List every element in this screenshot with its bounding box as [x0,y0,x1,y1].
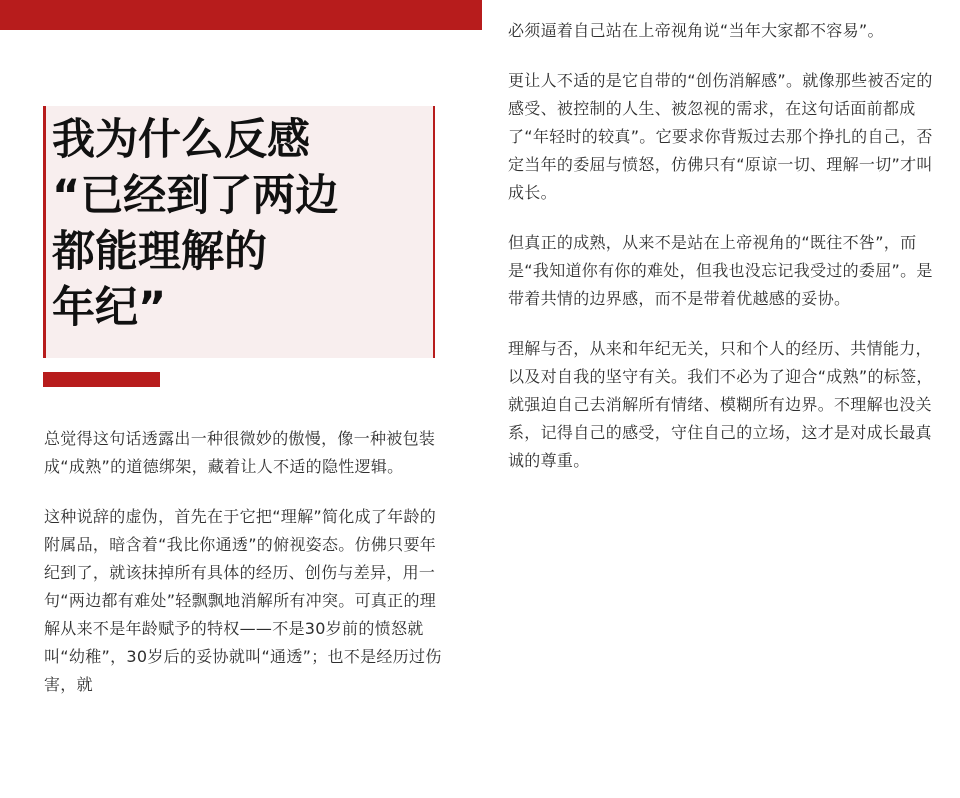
paragraph: 但真正的成熟，从来不是站在上帝视角的“既往不咎”，而是“我知道你有你的难处，但我也没忘记我受过的委屈”。是带着共情的边界感，而不是带着优越感的妥协。 [508,233,933,308]
paragraph: 这种说辞的虚伪，首先在于它把“理解”简化成了年龄的附属品，暗含着“我比你通透”的俯视姿态。仿佛只要年纪到了，就该抹掉所有具体的经历、创伤与差异，用一句“两边都有难处”轻飘飘地消解所有冲突。可真正的理解从来不是年龄赋予的特权——不是30岁前的愤怒就叫“幼稚”，30岁后的妥协就叫“通透”；也不是经历过伤害，就 [44,507,442,694]
title-line: “已经到了两边 [52,171,339,221]
top-accent-bar [0,0,482,30]
paragraph: 更让人不适的是它自带的“创伤消解感”。就像那些被否定的感受、被控制的人生、被忽视的需求，在这句话面前都成了“年轻时的较真”。它要求你背叛过去那个挣扎的自己，否定当年的委屈与愤怒，仿佛只有“原谅一切、理解一切”才叫成长。 [508,71,933,202]
title-line: 我为什么反感 [52,115,310,165]
title-underline-bar [43,372,160,387]
paragraph: 必须逼着自己站在上帝视角说“当年大家都不容易”。 [508,21,884,40]
left-column [44,425,444,721]
right-column [508,17,938,497]
title-line: 年纪” [52,283,167,333]
title-line: 都能理解的 [52,227,267,277]
article-title [52,112,442,336]
paragraph: 总觉得这句话透露出一种很微妙的傲慢，像一种被包装成“成熟”的道德绑架，藏着让人不适的隐性逻辑。 [44,429,436,476]
paragraph: 理解与否，从来和年纪无关，只和个人的经历、共情能力，以及对自我的坚守有关。我们不必为了迎合“成熟”的标签，就强迫自己去消解所有情绪、模糊所有边界。不理解也没关系，记得自己的感受，守住自己的立场，这才是对成长最真诚的尊重。 [508,339,933,470]
